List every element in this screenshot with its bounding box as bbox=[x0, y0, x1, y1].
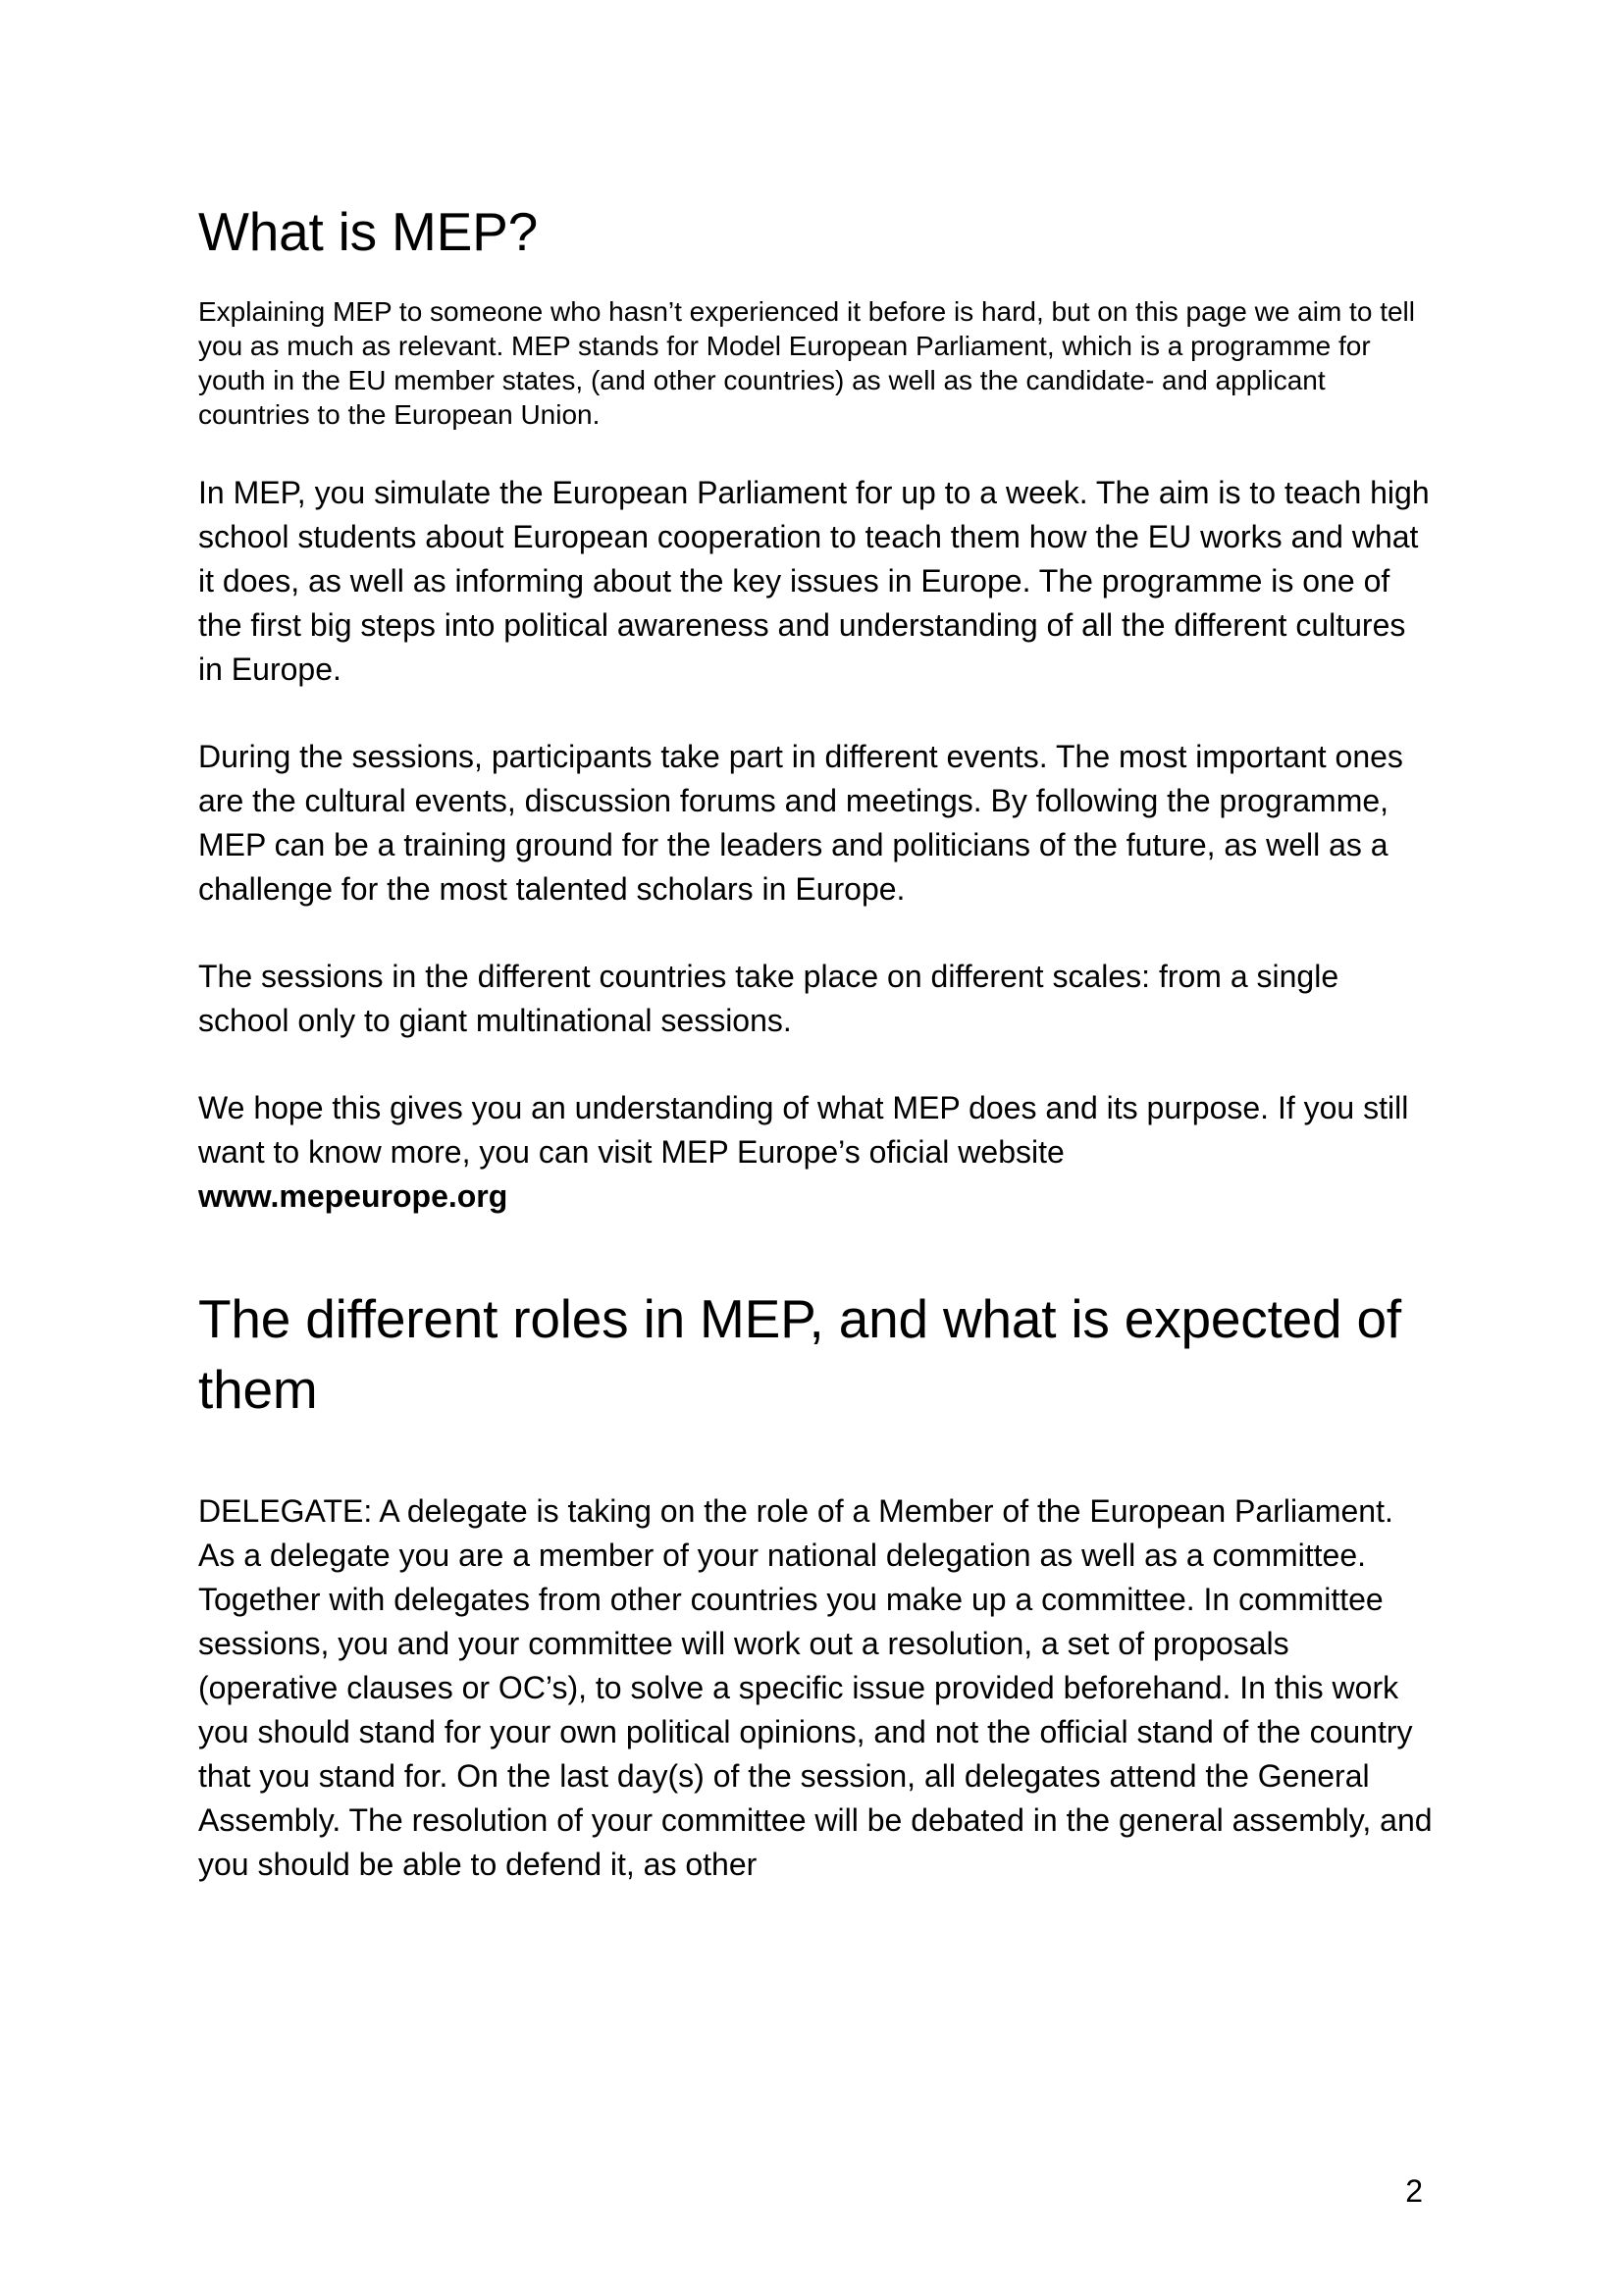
closing-text: We hope this gives you an understanding of what MEP does and its purpose. If you still want to know more, you can visit MEP Europe’s oficial website bbox=[198, 1090, 1409, 1170]
section-title-roles: The different roles in MEP, and what is expected of them bbox=[198, 1288, 1401, 1420]
closing-paragraph bbox=[198, 1086, 1435, 1219]
paragraph-sessions-events: During the sessions, participants take part in different events. The most important ones are the cultural events, discussion forums and meetings. By following the programme, MEP can be a training ground for the leaders and politicians of the future, as well as a challenge for the most talented scholars in Europe. bbox=[198, 739, 1403, 907]
page-content bbox=[198, 196, 1435, 1930]
section-title-what-is-mep: What is MEP? bbox=[198, 201, 539, 262]
website-link[interactable]: www.mepeurope.org bbox=[198, 1178, 508, 1214]
paragraph-simulation: In MEP, you simulate the European Parliament for up to a week. The aim is to teach high school students about European cooperation to teach them how the EU works and what it does, as well as informing about the key issues in Europe. The programme is one of the first big steps into political awareness and understanding of all the different cultures in Europe. bbox=[198, 475, 1430, 687]
intro-paragraph: Explaining MEP to someone who hasn’t experienced it before is hard, but on this page we aim to tell you as much as relevant. MEP stands for Model European Parliament, which is a programme for youth in the EU member states, (and other countries) as well as the candidate- and applicant countries to the European Union. bbox=[198, 296, 1415, 430]
page-number: 2 bbox=[1405, 2173, 1423, 2209]
paragraph-session-scales: The sessions in the different countries take place on different scales: from a single school only to giant multinational sessions. bbox=[198, 959, 1339, 1038]
delegate-paragraph: DELEGATE: A delegate is taking on the role of a Member of the European Parliament. As a delegate you are a member of your national delegation as well as a committee. Together with delegates from other countries you make up a committee. In committee sessions, you and your committee will work out a resolution, a set of proposals (operative clauses or OC’s), to solve a specific issue provided beforehand. In this work you should stand for your own political opinions, and not the official stand of the country that you stand for. On the last day(s) of the session, all delegates attend the General Assembly. The resolution of your committee will be debated in the general assembly, and you should be able to defend it, as other bbox=[198, 1493, 1433, 1882]
